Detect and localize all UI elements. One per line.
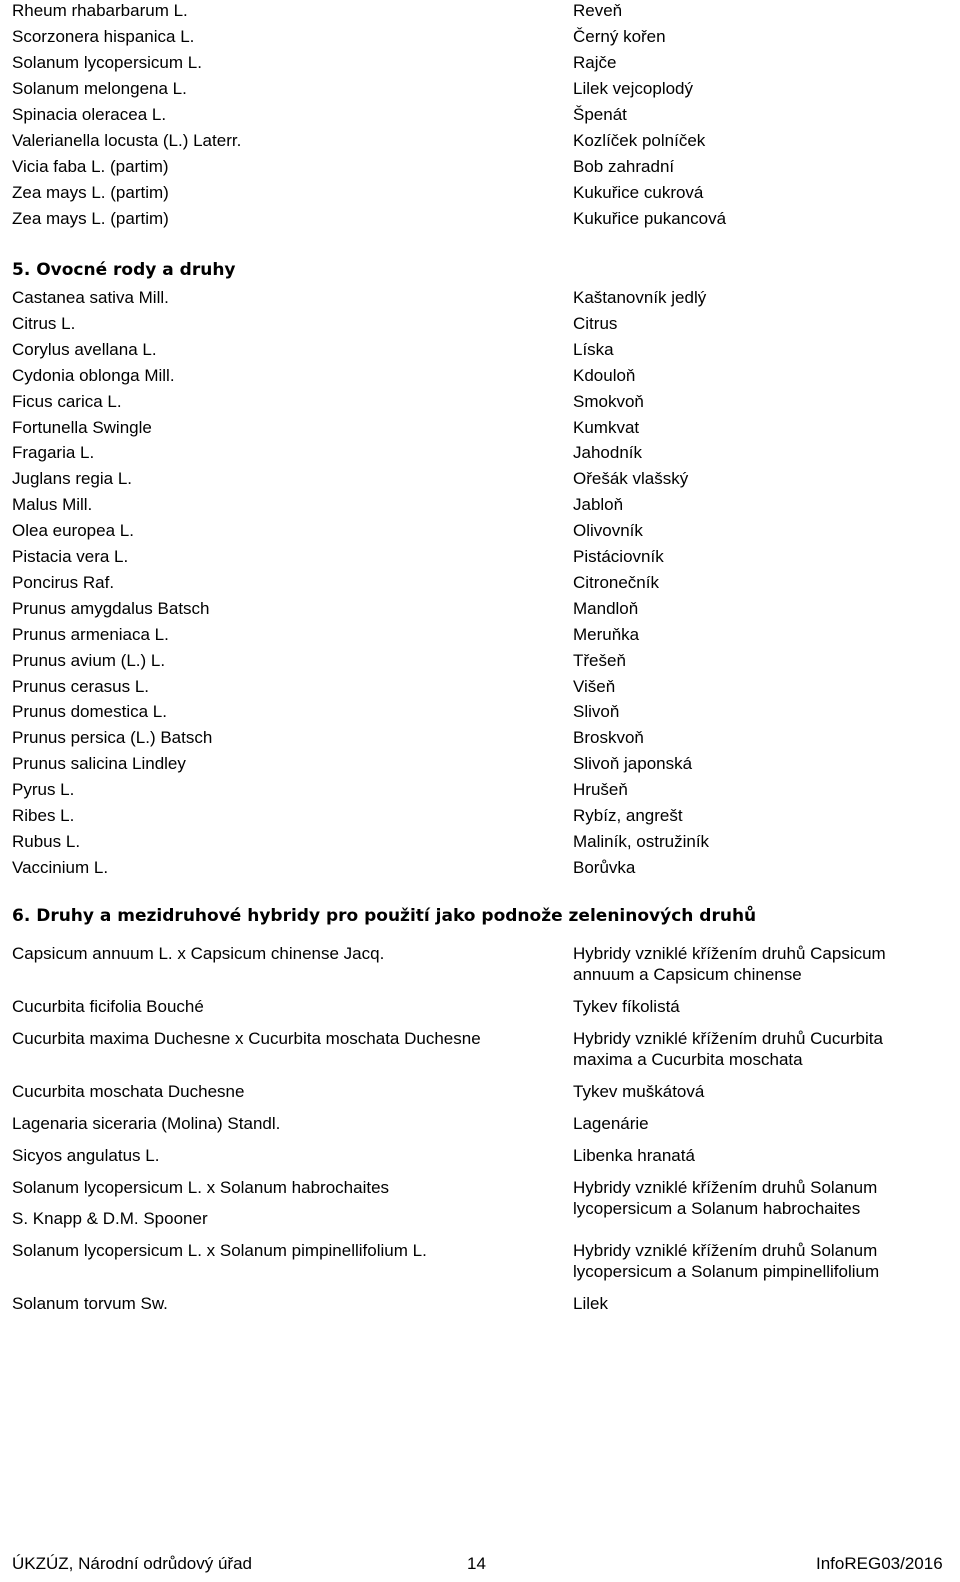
latin-name: Valerianella locusta (L.) Laterr. xyxy=(12,131,242,150)
czech-name: Lagenárie xyxy=(573,1114,649,1133)
latin-name: Cucurbita moschata Duchesne xyxy=(12,1082,245,1101)
latin-name: Capsicum annuum L. x Capsicum chinense Jacq. xyxy=(12,944,385,963)
latin-name: Malus Mill. xyxy=(12,495,93,514)
latin-name: Sicyos angulatus L. xyxy=(12,1146,160,1165)
latin-name: Zea mays L. (partim) xyxy=(12,209,169,228)
latin-name: Solanum lycopersicum L. xyxy=(12,53,202,72)
latin-name: Prunus persica (L.) Batsch xyxy=(12,728,213,747)
czech-name: Broskvoň xyxy=(573,728,644,747)
czech-name: Hybridy vzniklé křížením druhů Cucurbita xyxy=(573,1029,883,1048)
section-6-heading: 6. Druhy a mezidruhové hybridy pro použití jako podnože zeleninových druhů xyxy=(12,906,757,926)
latin-name: Rheum rhabarbarum L. xyxy=(12,1,188,20)
footer-page-number: 14 xyxy=(467,1554,486,1573)
latin-name: Spinacia oleracea L. xyxy=(12,105,167,124)
latin-name: Cydonia oblonga Mill. xyxy=(12,366,175,385)
latin-name: Pistacia vera L. xyxy=(12,547,129,566)
czech-name: Slivoň japonská xyxy=(573,754,693,773)
latin-name: Ribes L. xyxy=(12,806,75,825)
latin-name: Fortunella Swingle xyxy=(12,418,152,437)
latin-name: Cucurbita maxima Duchesne x Cucurbita moschata Duchesne xyxy=(12,1029,481,1048)
czech-name: Bob zahradní xyxy=(573,157,675,176)
czech-name: Třešeň xyxy=(573,651,626,670)
latin-name: Zea mays L. (partim) xyxy=(12,183,169,202)
section-5-heading: 5. Ovocné rody a druhy xyxy=(12,260,236,280)
czech-name: Meruňka xyxy=(573,625,640,644)
latin-name: Olea europea L. xyxy=(12,521,134,540)
czech-name: Smokvoň xyxy=(573,392,644,411)
latin-name: Prunus avium (L.) L. xyxy=(12,651,166,670)
czech-name: Kukuřice cukrová xyxy=(573,183,704,202)
latin-name: Juglans regia L. xyxy=(12,469,133,488)
latin-name: Castanea sativa Mill. xyxy=(12,288,169,307)
czech-name: Libenka hranatá xyxy=(573,1146,695,1165)
czech-name: Lilek vejcoplodý xyxy=(573,79,694,98)
czech-name: Borůvka xyxy=(573,858,636,877)
czech-name: Citrus xyxy=(573,314,618,333)
czech-name: Líska xyxy=(573,340,614,359)
czech-name: Hrušeň xyxy=(573,780,628,799)
latin-name: Prunus amygdalus Batsch xyxy=(12,599,210,618)
latin-name: Prunus domestica L. xyxy=(12,702,167,721)
czech-name: Kdouloň xyxy=(573,366,636,385)
czech-name: annuum a Capsicum chinense xyxy=(573,965,802,984)
latin-name: Vaccinium L. xyxy=(12,858,109,877)
czech-name: Olivovník xyxy=(573,521,643,540)
latin-name: Scorzonera hispanica L. xyxy=(12,27,195,46)
latin-name: Vicia faba L. (partim) xyxy=(12,157,169,176)
czech-name: Špenát xyxy=(573,105,627,124)
czech-name: Kumkvat xyxy=(573,418,640,437)
latin-name: Prunus armeniaca L. xyxy=(12,625,169,644)
latin-name: Poncirus Raf. xyxy=(12,573,115,592)
czech-name: Jabloň xyxy=(573,495,624,514)
latin-name: Solanum lycopersicum L. x Solanum habrochaites xyxy=(12,1178,390,1197)
czech-name: Kozlíček polníček xyxy=(573,131,706,150)
footer-publisher: ÚKZÚZ, Národní odrůdový úřad xyxy=(12,1554,252,1573)
czech-name: Višeň xyxy=(573,677,616,696)
czech-name: lycopersicum a Solanum habrochaites xyxy=(573,1199,861,1218)
latin-name: Corylus avellana L. xyxy=(12,340,157,359)
latin-name: Prunus cerasus L. xyxy=(12,677,150,696)
czech-name: Slivoň xyxy=(573,702,620,721)
czech-name: Maliník, ostružiník xyxy=(573,832,710,851)
latin-name: Solanum melongena L. xyxy=(12,79,187,98)
latin-name: Lagenaria siceraria (Molina) Standl. xyxy=(12,1114,281,1133)
latin-name: S. Knapp & D.M. Spooner xyxy=(12,1209,208,1228)
footer-issue: InfoREG03/2016 xyxy=(816,1554,943,1573)
czech-name: Lilek xyxy=(573,1294,608,1313)
czech-name: Hybridy vzniklé křížením druhů Solanum xyxy=(573,1178,878,1197)
latin-name: Citrus L. xyxy=(12,314,76,333)
czech-name: Pistáciovník xyxy=(573,547,664,566)
czech-name: Hybridy vzniklé křížením druhů Capsicum xyxy=(573,944,886,963)
czech-name: maxima a Cucurbita moschata xyxy=(573,1050,803,1069)
czech-name: Kaštanovník jedlý xyxy=(573,288,707,307)
czech-name: lycopersicum a Solanum pimpinellifolium xyxy=(573,1262,880,1281)
czech-name: Tykev fíkolistá xyxy=(573,997,680,1016)
czech-name: Rybíz, angrešt xyxy=(573,806,683,825)
latin-name: Fragaria L. xyxy=(12,443,95,462)
latin-name: Rubus L. xyxy=(12,832,81,851)
latin-name: Ficus carica L. xyxy=(12,392,122,411)
czech-name: Tykev muškátová xyxy=(573,1082,705,1101)
czech-name: Hybridy vzniklé křížením druhů Solanum xyxy=(573,1241,878,1260)
czech-name: Ořešák vlašský xyxy=(573,469,689,488)
czech-name: Černý kořen xyxy=(573,27,666,46)
czech-name: Citronečník xyxy=(573,573,659,592)
czech-name: Rajče xyxy=(573,53,617,72)
latin-name: Solanum torvum Sw. xyxy=(12,1294,168,1313)
latin-name: Prunus salicina Lindley xyxy=(12,754,186,773)
czech-name: Reveň xyxy=(573,1,623,20)
latin-name: Solanum lycopersicum L. x Solanum pimpinellifolium L. xyxy=(12,1241,427,1260)
czech-name: Jahodník xyxy=(573,443,642,462)
czech-name: Mandloň xyxy=(573,599,639,618)
czech-name: Kukuřice pukancová xyxy=(573,209,727,228)
latin-name: Cucurbita ficifolia Bouché xyxy=(12,997,204,1016)
latin-name: Pyrus L. xyxy=(12,780,75,799)
